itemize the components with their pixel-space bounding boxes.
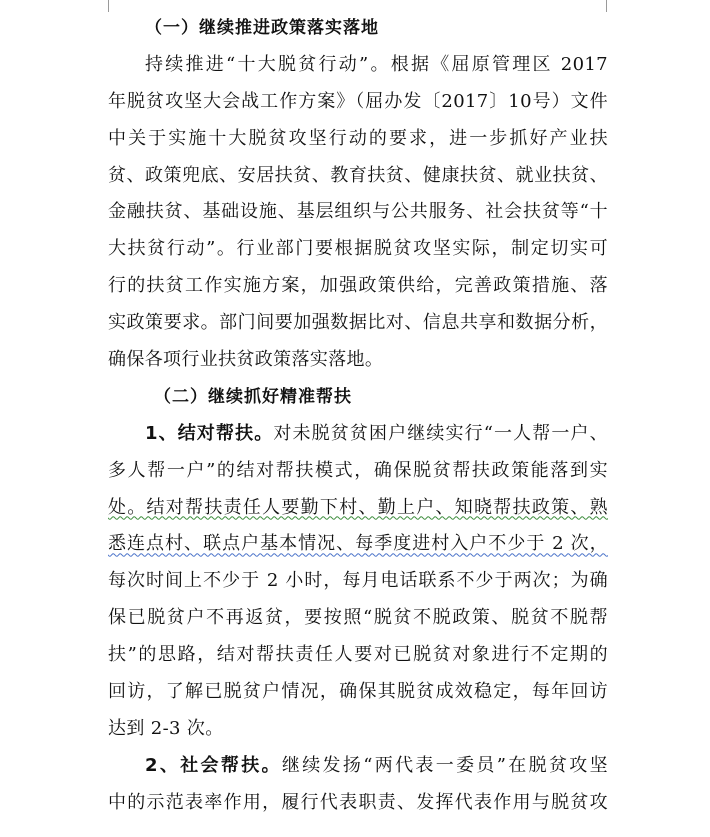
item-lead: 2、社会帮扶。 <box>145 754 282 776</box>
document-body <box>108 10 608 822</box>
paragraph-line: 中关于实施十大脱贫攻坚行动的要求，进一步抓好产业扶 <box>108 127 608 149</box>
paragraph-line: 多人帮一户”的结对帮扶模式，确保脱贫帮扶政策能落到实 <box>108 459 608 481</box>
paragraph-line: 中的示范表率作用，履行代表职责、发挥代表作用与脱贫攻 <box>108 791 608 813</box>
paragraph-line <box>108 490 608 527</box>
paragraph-line <box>108 526 608 563</box>
spellcheck-underlined-text: 悉连点村、联点户基本情况、每季度进村入户不少于 2 次， <box>108 533 608 555</box>
paragraph-line <box>108 748 608 785</box>
paragraph-line: 保已脱贫户不再返贫，要按照“脱贫不脱政策、脱贫不脱帮 <box>108 607 608 629</box>
paragraph-line: 行的扶贫工作实施方案，加强政策供给，完善政策措施、落 <box>108 275 608 297</box>
paragraph-line: 持续推进“十大脱贫行动”。根据《屈原管理区 2017 <box>145 53 608 75</box>
paragraph-line: 回访，了解已脱贫户情况，确保其脱贫成效稳定，每年回访 <box>108 681 608 703</box>
item-lead: 1、结对帮扶。 <box>145 422 274 444</box>
paragraph-line: 达到 2-3 次。 <box>108 717 224 739</box>
paragraph-line: 贫、政策兜底、安居扶贫、教育扶贫、健康扶贫、就业扶贫、 <box>108 164 608 186</box>
margin-corner-mark-left <box>94 0 109 12</box>
paragraph-line: 确保各项行业扶贫政策落实落地。 <box>108 349 384 371</box>
paragraph-line: 金融扶贫、基础设施、基层组织与公共服务、社会扶贫等“十 <box>108 201 608 223</box>
margin-corner-mark-right <box>606 0 621 12</box>
paragraph-line: 实政策要求。部门间要加强数据比对、信息共享和数据分析， <box>108 312 608 334</box>
item-text: 对未脱贫贫困户继续实行“一人帮一户、 <box>273 422 608 444</box>
section-heading: （一）继续推进政策落实落地 <box>145 18 379 38</box>
paragraph-line: 每次时间上不少于 2 小时，每月电话联系不少于两次；为确 <box>108 570 608 592</box>
item-text: 继续发扬“两代表一委员”在脱贫攻坚 <box>281 754 608 776</box>
section-heading: （二）继续抓好精准帮扶 <box>154 386 352 407</box>
paragraph-line: 扶”的思路，结对帮扶责任人要对已脱贫对象进行不定期的 <box>108 644 608 666</box>
paragraph-line: 大扶贫行动”。行业部门要根据脱贫攻坚实际，制定切实可 <box>108 238 608 260</box>
paragraph-line <box>108 416 608 453</box>
paragraph-line: 年脱贫攻坚大会战工作方案》（屈办发〔2017〕10号）文件 <box>108 90 608 112</box>
spellcheck-underlined-text: 处。结对帮扶责任人要勤下村、勤上户、知晓帮扶政策、熟 <box>108 496 608 518</box>
